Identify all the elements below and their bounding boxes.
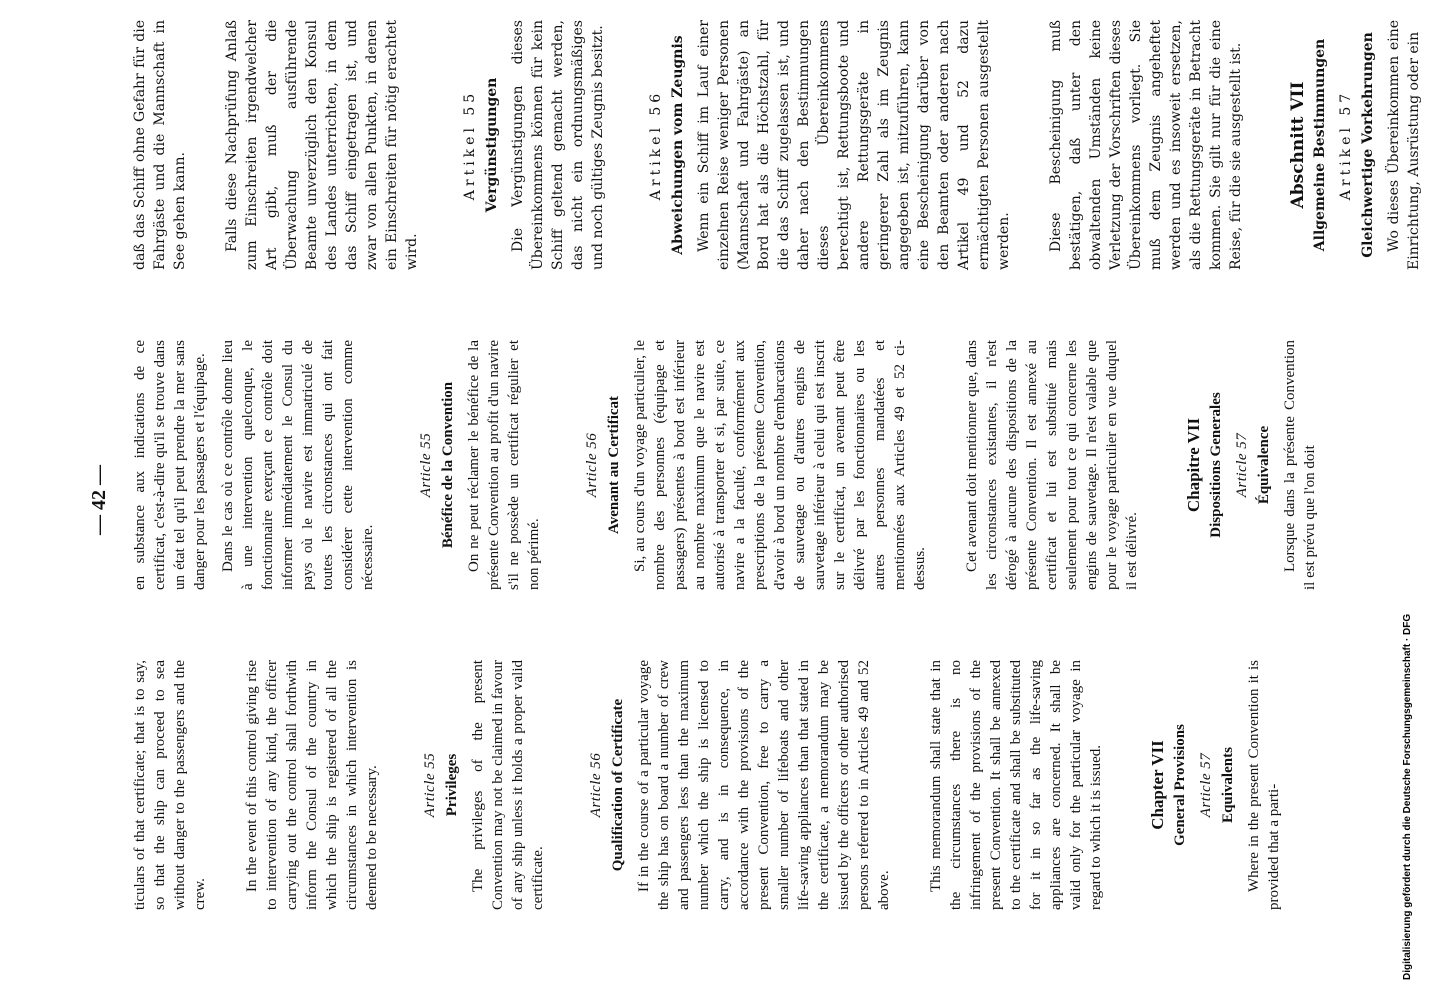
article-number: Artikel 57 bbox=[1338, 89, 1354, 201]
paragraph: Where in the present Convention it is provided that a parti- bbox=[1246, 660, 1282, 910]
paragraph: Wenn ein Schiff im Lauf einer einzelnen Reise weniger Personen (Mannschaft und Fahrgäste) an Bord hat als die Höchstzahl, für die das Schiff zugelassen ist, und daher nach den Bestimmungen dieses Übereinkommens berechtigt ist, Rettungsboote und andere Rettungsgeräte in geringerer Zahl als im Zeugnis angegeben ist, mitzuführen, kann eine Bescheinigung darüber von den Beamten oder anderen nach Artikel 49 und 52 dazu ermächtigten Personen ausgestellt werden. bbox=[696, 20, 1012, 270]
paragraph: If in the course of a particular voyage the ship has on board a number of crew and passengers less than the maximum number which the ship is licensed to carry, and is in consequence, in accordance with the provisions of the present Convention, free to carry a smaller number of lifeboats and other life-saving appliances than that stated in the certificate, a memorandum may be issued by the officers or other authorised persons referred to in Articles 49 and 52 above. bbox=[636, 660, 892, 910]
article-heading: Vergünstigungen bbox=[484, 77, 500, 213]
article-heading: Equivalents bbox=[1220, 747, 1236, 823]
chapter-title: Chapitre VII bbox=[1184, 417, 1203, 513]
paragraph: Lorsque dans la présente Convention il est prévu que l'on doit bbox=[1282, 340, 1318, 590]
paragraph: This memorandum shall state that in the circumstances there is no infringement of the provisions of the present Convention. It shall be annexed to the certificate and shall be substituted for it in so far as the life-saving appliances are concerned. It shall be valid only for the particular voyage in regard to which it is issued. bbox=[928, 660, 1104, 910]
paragraph: Wo dieses Übereinkommen eine Einrichtung, Ausrüstung oder ein bbox=[1386, 20, 1422, 270]
article-number: Article 57 bbox=[1234, 432, 1250, 498]
paragraph: The privileges of the present Convention may not be claimed in favour of any ship unless it holds a proper valid certificate. bbox=[470, 660, 546, 910]
paragraph: ticulars of that certificate; that is to say, so that the ship can proceed to sea without danger to the passengers and the crew. bbox=[132, 660, 208, 910]
article-heading: Équivalence bbox=[1256, 425, 1272, 505]
paragraph: In the event of this control giving rise to intervention of any kind, the officer carrying out the control shall forthwith inform the Consul of the country in which the ship is registered of all the circumstances in which intervention is deemed to be necessary. bbox=[244, 660, 380, 910]
article-number: Article 57 bbox=[1198, 752, 1214, 818]
paragraph: Dans le cas où ce contrôle donne lieu à une intervention quelconque, le fonctionnaire exerçant ce contrôle doit informer immédiatement le Consul du pays où le navire est immatriculé de toutes les circonstances qui ont fait considérer cette intervention comme nécessaire. bbox=[220, 340, 376, 590]
chapter-title: Chapter VII bbox=[1148, 740, 1167, 830]
paragraph: en substance aux indications de ce certificat, c'est-à-dire qu'il se trouve dans un état tel qu'il peut prendre la mer sans danger pour les passagers et l'équipage. bbox=[132, 340, 208, 590]
article-number: Artikel 55 bbox=[462, 89, 478, 201]
chapter-subtitle: Allgemeine Bestimmungen bbox=[1312, 38, 1328, 252]
article-number: Artikel 56 bbox=[648, 89, 664, 201]
article-heading: Bénéfice de la Convention bbox=[440, 381, 456, 549]
page-number: — 42 — bbox=[88, 465, 110, 535]
article-heading: Abweichungen vom Zeugnis bbox=[670, 35, 686, 255]
french-column bbox=[130, 340, 1318, 590]
english-column bbox=[130, 660, 1310, 910]
paragraph: On ne peut réclamer le bénéfice de la présente Convention au profit d'un navire s'il ne possède un certificat régulier et non périmé. bbox=[466, 340, 542, 590]
article-number: Article 56 bbox=[588, 752, 604, 818]
chapter-title: Abschnitt VII bbox=[1288, 81, 1308, 209]
paragraph: Die Vergünstigungen dieses Übereinkommens können für kein Schiff geltend gemacht werden, das nicht ein ordnungsmäßiges und noch gültiges Zeugnis besitzt. bbox=[510, 20, 606, 270]
article-number: Article 56 bbox=[584, 432, 600, 498]
german-column bbox=[130, 20, 1422, 270]
chapter-subtitle: Dispositions Generales bbox=[1208, 392, 1224, 538]
paragraph: Falls diese Nachprüfung Anlaß zum Einschreiten irgendwelcher Art gibt, muß der die Überwachung ausführende Beamte unverzüglich den Konsul des Landes unterrichten, in dem das Schiff eingetragen ist, und zwar von allen Punkten, in denen ein Einschreiten für nötig erachtet wird. bbox=[224, 20, 420, 270]
paragraph: Diese Bescheinigung muß bestätigen, daß unter den obwaltenden Umständen keine Verletzung der Vorschriften dieses Übereinkommens vorliegt. Sie muß dem Zeugnis angeheftet werden und es insoweit ersetzen, als die Rettungsgeräte in Betracht kommen. Sie gilt nur für die eine Reise, für die sie ausgestellt ist. bbox=[1048, 20, 1244, 270]
article-number: Article 55 bbox=[418, 432, 434, 498]
article-heading: Qualification of Certificate bbox=[610, 698, 626, 872]
paragraph: Cet avenant doit mentionner que, dans les circonstances existantes, il n'est dérogé à aucune des dispositions de la présente Convention. Il est annexé au certificat et lui est substitué mais seulement pour tout ce qui concerne les engins de sauvetage. Il n'est valable que pour le voyage particulier en vue duquel il est délivré. bbox=[964, 340, 1140, 590]
article-heading: Avenant au Certificat bbox=[606, 395, 622, 535]
paragraph: Si, au cours d'un voyage particulier, le nombre des personnes (équipage et passagers) présentes à bord est inférieur au nombre maximum que le navire est autorisé à transporter et si, par suite, ce navire a la faculté, conformément aux prescriptions de la présente Convention, d'avoir à bord un nombre d'embarcations de sauvetage ou d'autres engins de sauvetage inférieur à celui qui est inscrit sur le certificat, un avenant peut être délivré par les fonctionnaires ou les autres personnes mandatées et mentionnées aux Articles 49 et 52 ci-dessus. bbox=[632, 340, 928, 590]
article-number: Article 55 bbox=[422, 752, 438, 818]
credit-text: Digitalisierung gefördert durch die Deutsche Forschungsgemeinschaft · DFG bbox=[1402, 613, 1413, 980]
article-heading: Privileges bbox=[444, 753, 460, 817]
chapter-subtitle: General Provisions bbox=[1172, 724, 1188, 846]
article-heading: Gleichwertige Vorkehrungen bbox=[1360, 32, 1376, 258]
paragraph: daß das Schiff ohne Gefahr für die Fahrgäste und die Mannschaft in See gehen kann. bbox=[132, 20, 188, 270]
